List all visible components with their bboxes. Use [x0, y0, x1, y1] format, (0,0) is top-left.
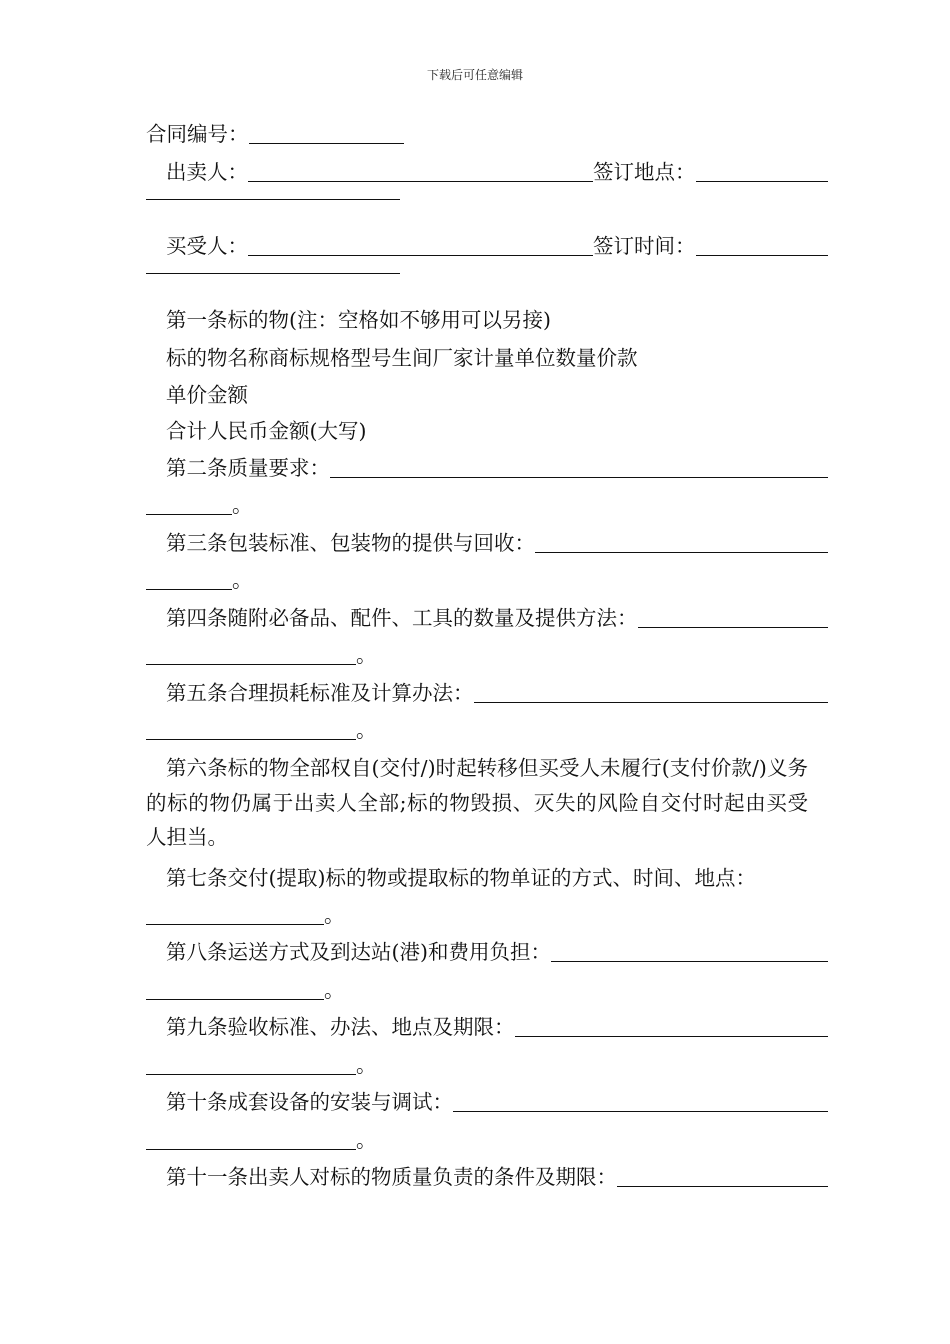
- article-9-row: [146, 1017, 828, 1038]
- article-10-row: [146, 1092, 828, 1113]
- article-2-period: 。: [232, 493, 253, 517]
- article-3-row: [146, 533, 828, 554]
- article-5-blank-cont[interactable]: [146, 738, 356, 740]
- buyer-row: [146, 236, 828, 257]
- sign-time-blank-cont[interactable]: [146, 272, 400, 274]
- article-1-columns-2: [146, 385, 828, 406]
- article-1-total-text: 合计人民币金额(大写): [166, 419, 367, 443]
- article-7-continuation: [146, 905, 808, 926]
- article-6-paragraph: 第六条标的物全部权自(交付/)时起转移但买受人未履行(支付价款/)义务的标的物仍属于出卖人全部;标的物毁损、灭失的风险自交付时起由买受人担当。: [146, 756, 808, 849]
- contract-number-row: [146, 124, 808, 145]
- article-8-blank-cont[interactable]: [146, 998, 324, 1000]
- article-8-row: [146, 942, 828, 963]
- article-1-title-text: 第一条标的物(注：空格如不够用可以另接): [166, 308, 551, 332]
- seller-label: 出卖人：: [166, 160, 248, 184]
- article-5-row: [146, 683, 828, 704]
- article-7-label: 第七条交付(提取)标的物或提取标的物单证的方式、时间、地点：: [166, 866, 756, 890]
- sign-time-continuation: [146, 272, 808, 275]
- article-10-period: 。: [356, 1128, 377, 1152]
- buyer-label: 买受人：: [166, 234, 248, 258]
- article-9-blank[interactable]: [515, 1035, 829, 1037]
- article-5-continuation: [146, 720, 808, 741]
- article-9-continuation: [146, 1055, 808, 1076]
- article-4-blank-cont[interactable]: [146, 663, 356, 665]
- article-8-label: 第八条运送方式及到达站(港)和费用负担：: [166, 940, 551, 964]
- article-5-label: 第五条合理损耗标准及计算办法：: [166, 681, 474, 705]
- article-4-blank[interactable]: [638, 626, 829, 628]
- article-10-label: 第十条成套设备的安装与调试：: [166, 1090, 453, 1114]
- article-5-blank[interactable]: [474, 701, 829, 703]
- article-4-period: 。: [356, 643, 377, 667]
- article-2-row: [146, 458, 828, 479]
- article-11-blank[interactable]: [617, 1185, 828, 1187]
- article-9-label: 第九条验收标准、办法、地点及期限：: [166, 1015, 515, 1039]
- article-10-blank[interactable]: [453, 1110, 828, 1112]
- article-4-row: [146, 608, 828, 629]
- article-3-period: 。: [232, 568, 253, 592]
- article-7-period: 。: [324, 903, 345, 927]
- article-11-label: 第十一条出卖人对标的物质量负责的条件及期限：: [166, 1165, 617, 1189]
- article-1-columns-2-text: 单价金额: [166, 383, 248, 407]
- article-2-blank-cont[interactable]: [146, 513, 232, 515]
- sign-place-label: 签订地点：: [593, 160, 696, 184]
- article-2-continuation: [146, 495, 808, 516]
- article-10-blank-cont[interactable]: [146, 1148, 356, 1150]
- article-1-title: [146, 310, 828, 331]
- article-10-continuation: [146, 1130, 808, 1151]
- article-3-blank[interactable]: [535, 551, 828, 553]
- article-9-blank-cont[interactable]: [146, 1073, 356, 1075]
- article-1-columns-text: 标的物名称商标规格型号生间厂家计量单位数量价款: [166, 346, 638, 370]
- sign-time-blank[interactable]: [696, 254, 829, 256]
- article-5-period: 。: [356, 718, 377, 742]
- article-8-period: 。: [324, 978, 345, 1002]
- contract-number-label: 合同编号：: [146, 122, 249, 146]
- article-3-label: 第三条包装标准、包装物的提供与回收：: [166, 531, 535, 555]
- buyer-blank[interactable]: [248, 254, 593, 256]
- sign-place-blank-cont[interactable]: [146, 198, 400, 200]
- sign-time-label: 签订时间：: [593, 234, 696, 258]
- article-7-row: [146, 868, 828, 889]
- article-4-label: 第四条随附必备品、配件、工具的数量及提供方法：: [166, 606, 638, 630]
- article-1-columns: [146, 348, 828, 369]
- article-1-total: [146, 421, 828, 442]
- article-11-row: [146, 1167, 828, 1188]
- article-7-blank[interactable]: [146, 923, 324, 925]
- sign-place-continuation: [146, 198, 808, 201]
- article-8-blank[interactable]: [551, 960, 828, 962]
- article-2-label: 第二条质量要求：: [166, 456, 330, 480]
- article-4-continuation: [146, 645, 808, 666]
- article-8-continuation: [146, 980, 808, 1001]
- article-2-blank[interactable]: [330, 476, 828, 478]
- page-header: 下载后可任意编辑: [426, 68, 523, 82]
- contract-number-blank[interactable]: [249, 142, 404, 144]
- seller-row: [146, 162, 828, 183]
- seller-blank[interactable]: [248, 180, 593, 182]
- article-3-blank-cont[interactable]: [146, 588, 232, 590]
- sign-place-blank[interactable]: [696, 180, 829, 182]
- article-9-period: 。: [356, 1053, 377, 1077]
- article-3-continuation: [146, 570, 808, 591]
